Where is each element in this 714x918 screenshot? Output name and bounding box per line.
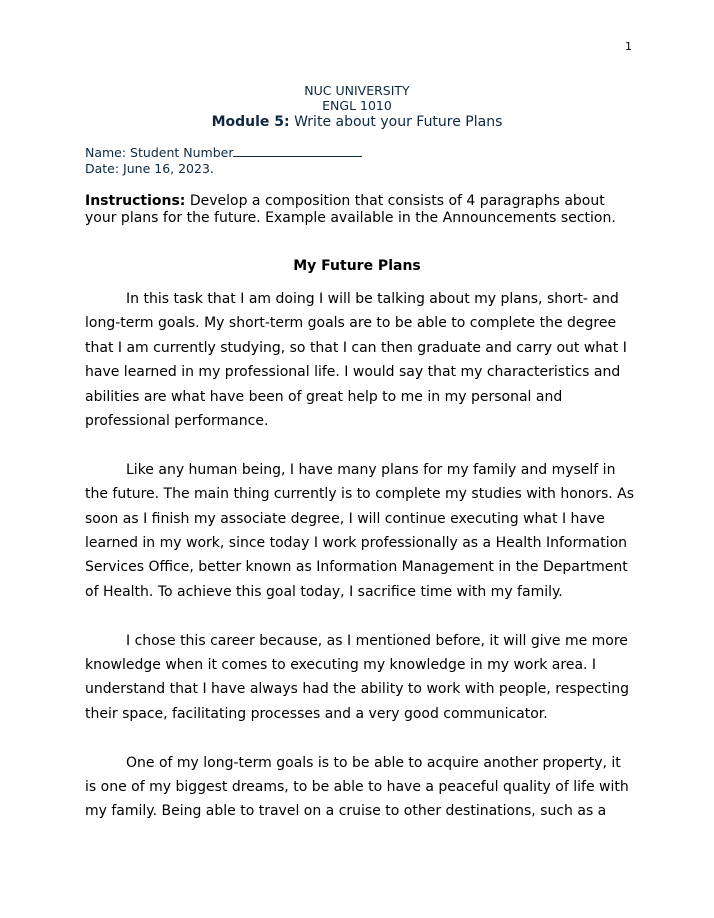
module-label: Module 5:	[211, 114, 290, 130]
page-number: 1	[625, 40, 632, 53]
essay-paragraph: Like any human being, I have many plans for my family and myself in the future. The main thing currently is to complete my studies with honors. As soon as I finish my associate degree, I will continue executing what I have learned in my work, since today I work professionally as a Health Information Services Office, better known as Information Management in the Department of Health. To achieve this goal today, I sacrifice time with my family.	[85, 461, 635, 600]
date-line: Date: June 16, 2023.	[85, 161, 214, 176]
module-title: Write about your Future Plans	[289, 114, 503, 130]
name-line	[85, 144, 362, 161]
instructions-text: Develop a composition that consists of 4 paragraphs about your plans for the future. Example available in the Announcements section.	[85, 193, 616, 226]
student-info	[85, 144, 362, 177]
instructions-label: Instructions:	[85, 193, 186, 209]
essay-paragraph: I chose this career because, as I mentioned before, it will give me more knowledge when it comes to executing my knowledge in my work area. I understand that I have always had the ability to work with people, respecting their space, facilitating processes and a very good communicator.	[85, 632, 629, 722]
essay-paragraph: One of my long-term goals is to be able to acquire another property, it is one of my biggest dreams, to be able to have a peaceful quality of life with my family. Being able to travel on a cruise to other destinations, such as a	[85, 754, 629, 820]
name-label: Name: Student Number	[85, 145, 234, 160]
instructions	[85, 193, 633, 227]
module-heading	[0, 113, 714, 131]
course-code: ENGL 1010	[322, 98, 392, 113]
university-name: NUC UNIVERSITY	[304, 83, 410, 98]
essay-body	[85, 287, 635, 848]
essay-title: My Future Plans	[293, 258, 421, 274]
essay-paragraph: In this task that I am doing I will be talking about my plans, short- and long-term goals. My short-term goals are to be able to complete the degree that I am currently studying, so that I can then graduate and carry out what I have learned in my professional life. I would say that my characteristics and abilities are what have been of great help to me in my personal and professional performance.	[85, 291, 627, 430]
name-blank	[233, 144, 362, 157]
document-header	[0, 83, 714, 131]
